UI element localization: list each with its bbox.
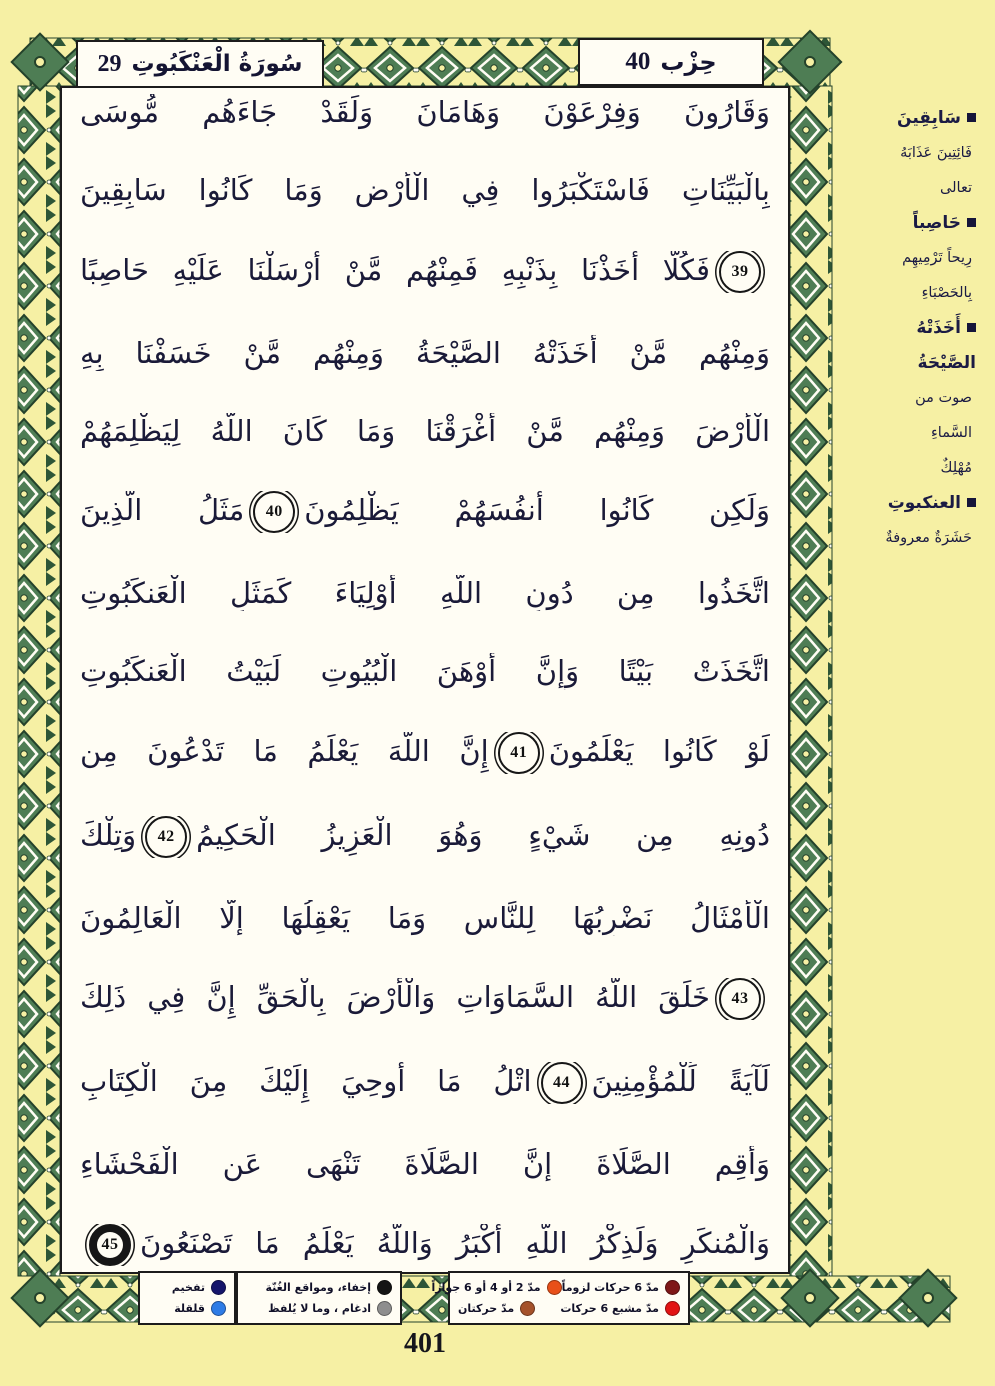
quran-lines xyxy=(80,94,770,1266)
legend-item xyxy=(458,1301,535,1316)
glossary-text: حَشَرَةٌ معروفةٌ xyxy=(885,529,972,546)
legend-color-dot-icon xyxy=(211,1301,226,1316)
quran-text: اتَّخَذُوا مِن دُونِ اللَّهِ أَوْلِيَاءَ كَمَثَلِ الْعَنكَبُوتِ xyxy=(80,576,770,610)
legend-label: ادغام ، وما لا يُلفظ xyxy=(268,1301,371,1315)
legend-item xyxy=(174,1301,226,1316)
quran-line xyxy=(80,816,770,858)
legend-label: مدّ 6 حركات لزوماً xyxy=(561,1281,659,1295)
glossary-text: صوت من xyxy=(915,389,972,406)
ayah-marker: 42 xyxy=(145,816,187,858)
glossary-headword xyxy=(842,205,976,240)
legend-label: قلقلة xyxy=(174,1301,205,1315)
hizb-box xyxy=(578,38,764,86)
glossary-text: السَّماءِ xyxy=(930,424,972,441)
legend-box xyxy=(431,1271,690,1325)
legend-row xyxy=(246,1280,392,1295)
ayah-marker: 41 xyxy=(498,732,540,774)
legend-color-dot-icon xyxy=(211,1280,226,1295)
glossary-headword xyxy=(842,345,976,380)
legend-row xyxy=(431,1280,680,1295)
legend-color-dot-icon xyxy=(665,1280,680,1295)
quran-text: اتَّخَذَتْ بَيْتًا وَإِنَّ أَوْهَنَ الْبُيُوتِ لَبَيْتُ الْعَنكَبُوتِ xyxy=(80,654,770,689)
legend-color-dot-icon xyxy=(377,1301,392,1316)
glossary-definition xyxy=(842,240,976,275)
quran-line xyxy=(80,978,770,1020)
quran-line xyxy=(80,1062,770,1104)
glossary-text: حَاصِباً xyxy=(912,212,961,233)
glossary-definition xyxy=(842,415,976,450)
ayah-marker: 39 xyxy=(719,251,761,293)
glossary-definition xyxy=(842,520,976,555)
quran-line xyxy=(80,413,770,449)
ayah-marker: 44 xyxy=(541,1062,583,1104)
legend-label: مدّ حركتان xyxy=(458,1301,515,1315)
quran-text: لَوْ كَانُوا يَعْلَمُونَ xyxy=(548,733,770,768)
legend-color-dot-icon xyxy=(665,1301,680,1316)
square-bullet-icon xyxy=(967,323,976,332)
quran-text: فَكُلًّا أَخَذْنَا بِذَنْبِهِ فَمِنْهُم مَّنْ أَرْسَلْنَا عَلَيْهِ حَاصِبًا xyxy=(80,252,710,287)
legend-color-dot-icon xyxy=(377,1280,392,1295)
legend-color-dot-icon xyxy=(520,1301,535,1316)
quran-line xyxy=(80,653,770,689)
legend-label: إخفاء، ومواقع الغُنّة xyxy=(265,1281,371,1295)
quran-line xyxy=(80,172,770,208)
quran-line xyxy=(80,732,770,774)
glossary-definition xyxy=(842,380,976,415)
ayah-marker: 40 xyxy=(253,491,295,533)
quran-line xyxy=(80,94,770,130)
legend-item xyxy=(560,1301,680,1316)
glossary-text: رِيحاً تَرْمِيهِم xyxy=(902,249,972,266)
legend-box xyxy=(138,1271,236,1325)
quran-line xyxy=(80,900,770,936)
quran-text: خَلَقَ اللَّهُ السَّمَاوَاتِ وَالْأَرْضَ بِالْحَقِّ إِنَّ فِي ذَلِكَ xyxy=(80,979,710,1014)
glossary-text: سَابِقِينَ xyxy=(897,107,961,128)
glossary-definition xyxy=(842,170,976,205)
glossary-headword xyxy=(842,310,976,345)
ayah-marker: 43 xyxy=(719,978,761,1020)
glossary-text: أَخَذَتْهُ xyxy=(916,317,961,338)
glossary-definition xyxy=(842,275,976,310)
glossary-text: العنكبوتِ xyxy=(887,492,961,513)
quran-text: وَتِلْكَ xyxy=(80,817,137,852)
quran-line xyxy=(80,491,770,533)
quran-text: دُونِهِ مِن شَيْءٍ وَهُوَ الْعَزِيزُ الْحَكِيمُ xyxy=(196,817,770,852)
surah-number: 29 xyxy=(97,50,122,77)
quran-text: إِنَّ اللَّهَ يَعْلَمُ مَا تَدْعُونَ مِن xyxy=(80,733,489,768)
legend-item xyxy=(172,1280,226,1295)
hizb-label: حِزْب xyxy=(660,48,717,76)
margin-glossary xyxy=(842,100,976,555)
quran-line xyxy=(80,1146,770,1182)
quran-text: وَمِنْهُم مَّنْ أَخَذَتْهُ الصَّيْحَةُ وَمِنْهُم مَّنْ خَسَفْنَا بِهِ xyxy=(80,335,770,370)
legend-row xyxy=(148,1280,226,1295)
legend-row xyxy=(458,1301,680,1316)
legend-item xyxy=(268,1301,392,1316)
quran-line xyxy=(80,335,770,371)
glossary-headword xyxy=(842,100,976,135)
glossary-text: فَائِتِينَ عَذَابَهُ xyxy=(900,144,972,161)
quran-text: اتْلُ مَا أُوحِيَ إِلَيْكَ مِنَ الْكِتَابِ xyxy=(80,1063,532,1098)
quran-text: مَثَلُ الَّذِينَ xyxy=(80,493,245,527)
square-bullet-icon xyxy=(967,218,976,227)
glossary-text: بِالحَصْبَاءِ xyxy=(921,284,972,301)
square-bullet-icon xyxy=(967,113,976,122)
quran-text: وَالْمُنكَرِ وَلَذِكْرُ اللَّهِ أَكْبَرُ وَاللَّهُ يَعْلَمُ مَا تَصْنَعُونَ xyxy=(140,1226,770,1260)
quran-text-panel xyxy=(60,86,790,1274)
quran-line xyxy=(80,251,770,293)
legend-item xyxy=(562,1280,680,1295)
legend-row xyxy=(246,1301,392,1316)
legend-item xyxy=(432,1280,562,1295)
glossary-headword xyxy=(842,485,976,520)
quran-text: الْأَرْضَ وَمِنْهُم مَّنْ أَغْرَقْنَا وَمَا كَانَ اللَّهُ لِيَظْلِمَهُمْ xyxy=(80,413,770,448)
glossary-text: تعالى xyxy=(940,179,972,196)
legend-label: تفخيم xyxy=(171,1281,205,1295)
quran-text: وَقَارُونَ وَفِرْعَوْنَ وَهَامَانَ وَلَقَدْ جَاءَهُم مُّوسَى xyxy=(80,95,770,129)
legend-row xyxy=(148,1301,226,1316)
quran-text: الْأَمْثَالُ نَضْرِبُهَا لِلنَّاسِ وَمَا يَعْقِلُهَا إِلَّا الْعَالِمُونَ xyxy=(80,900,770,935)
quran-text: بِالْبَيِّنَاتِ فَاسْتَكْبَرُوا فِي الْأَرْضِ وَمَا كَانُوا سَابِقِينَ xyxy=(80,173,770,208)
page-number: 401 xyxy=(404,1328,446,1359)
quran-line xyxy=(80,1224,770,1266)
glossary-text: الصَّيْحَةُ xyxy=(917,352,976,373)
legend-item xyxy=(265,1280,392,1295)
glossary-definition xyxy=(842,135,976,170)
quran-text: وَأَقِمِ الصَّلَاةَ إِنَّ الصَّلَاةَ تَنْهَى عَنِ الْفَحْشَاءِ xyxy=(80,1146,770,1181)
surah-title-box xyxy=(76,40,324,88)
glossary-definition xyxy=(842,450,976,485)
surah-title: سُورَةُ الْعَنْكَبُوتِ xyxy=(131,51,303,77)
ayah-marker: 45 xyxy=(89,1224,131,1266)
legend-box xyxy=(236,1271,402,1325)
quran-line xyxy=(80,575,770,611)
square-bullet-icon xyxy=(967,498,976,507)
quran-text: لَآيَةً لِّلْمُؤْمِنِينَ xyxy=(591,1063,770,1098)
legend-label: مدّ 2 أو 4 أو 6 جوازاً xyxy=(431,1281,541,1295)
legend-label: مدّ مشبع 6 حركات xyxy=(560,1301,659,1315)
quran-text: وَلَكِن كَانُوا أَنفُسَهُمْ يَظْلِمُونَ xyxy=(304,493,770,527)
glossary-text: مُهْلِكٌ xyxy=(940,459,972,476)
legend-color-dot-icon xyxy=(547,1280,562,1295)
hizb-number: 40 xyxy=(625,48,651,75)
